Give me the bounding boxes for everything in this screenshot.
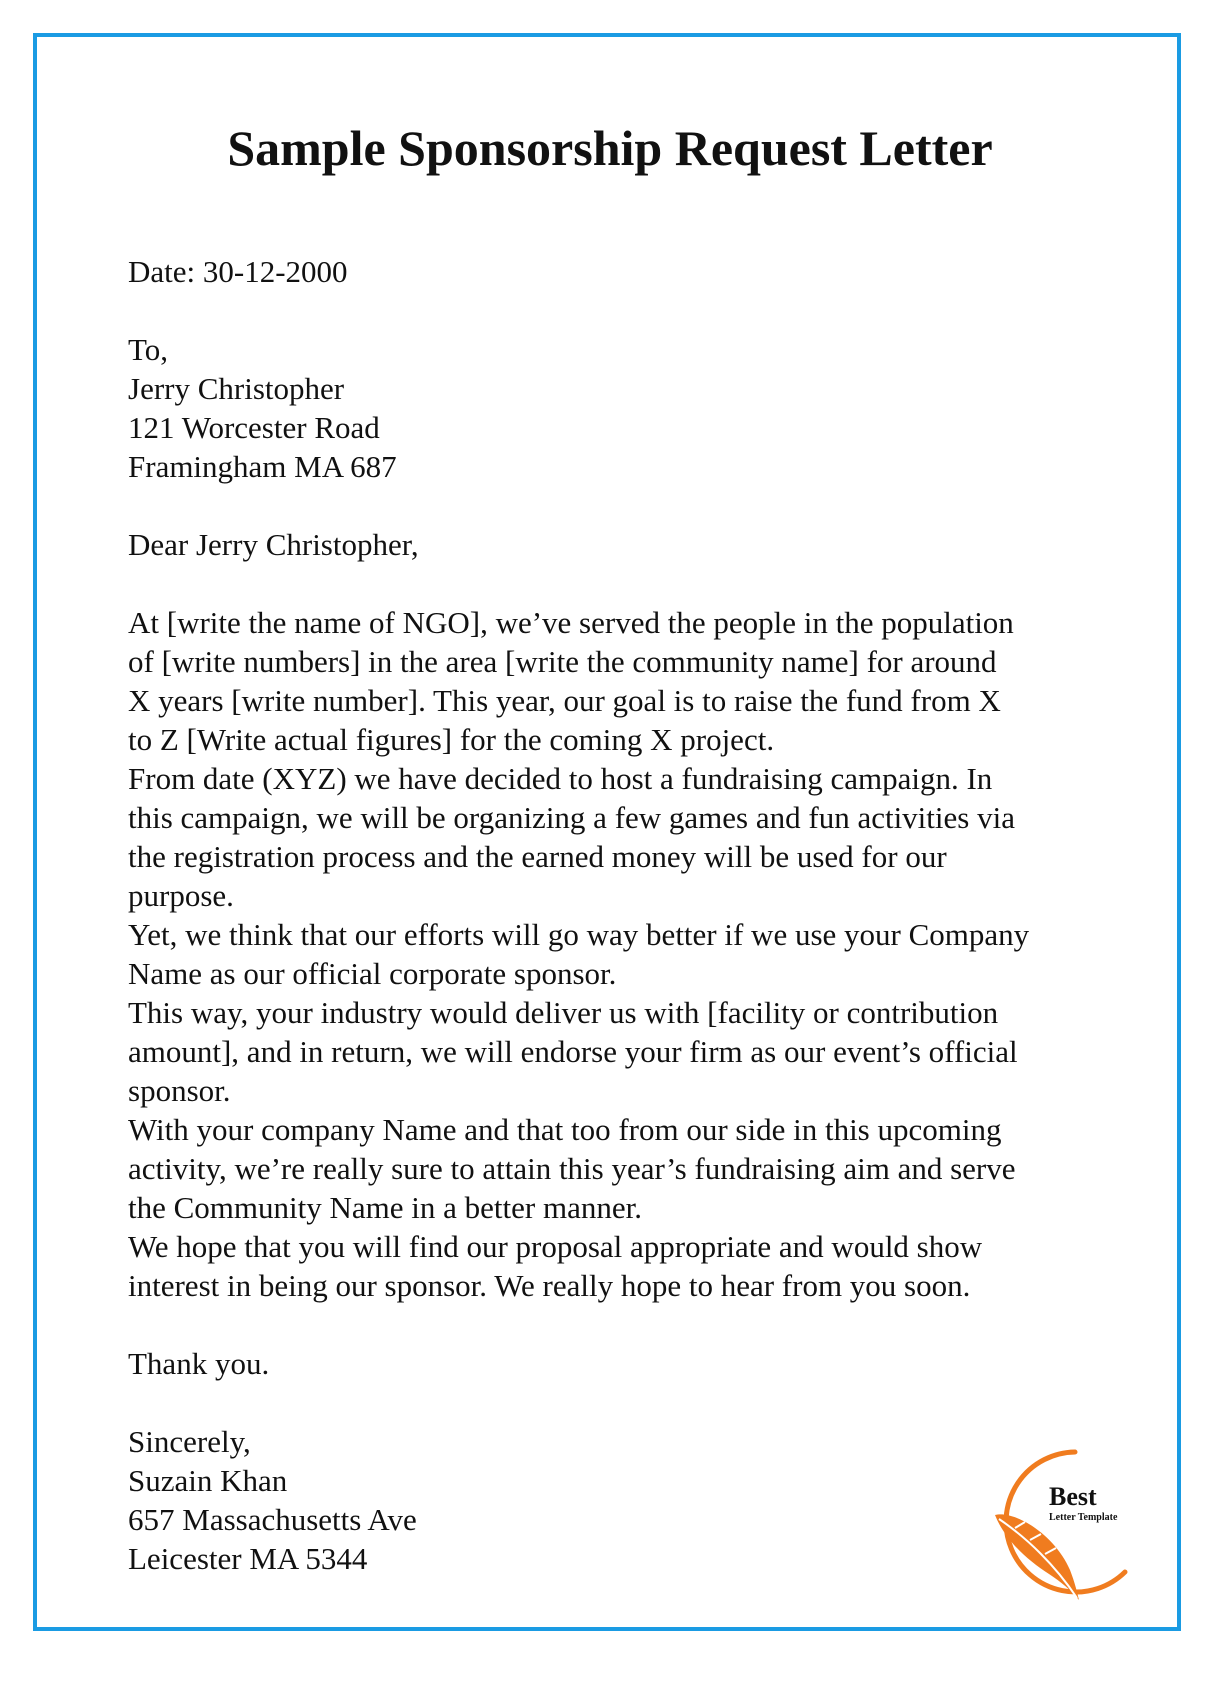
body-line: activity, we’re really sure to attain this year’s fundraising aim and serve xyxy=(128,1151,1016,1186)
signature-block xyxy=(128,1422,1108,1578)
recipient-address xyxy=(128,330,1108,486)
spacer xyxy=(128,486,1108,525)
body-line: to Z [Write actual figures] for the coming X project. xyxy=(128,722,775,757)
recipient-street: 121 Worcester Road xyxy=(128,410,380,445)
recipient-city: Framingham MA 687 xyxy=(128,449,397,484)
feather-icon xyxy=(975,1440,1165,1610)
body-line: From date (XYZ) we have decided to host a fundraising campaign. In xyxy=(128,761,993,796)
salutation: Dear Jerry Christopher, xyxy=(128,527,419,562)
sender-street: 657 Massachusetts Ave xyxy=(128,1502,417,1537)
body-line: purpose. xyxy=(128,878,234,913)
spacer xyxy=(128,291,1108,330)
best-letter-template-logo xyxy=(975,1440,1165,1610)
body-line: X years [write number]. This year, our goal is to raise the fund from X xyxy=(128,683,1001,718)
spacer xyxy=(128,1383,1108,1422)
body-line: this campaign, we will be organizing a few games and fun activities via xyxy=(128,800,1015,835)
sender-city: Leicester MA 5344 xyxy=(128,1541,368,1576)
letter-title: Sample Sponsorship Request Letter xyxy=(227,120,993,176)
body-line: the registration process and the earned money will be used for our xyxy=(128,839,947,874)
spacer xyxy=(128,1305,1108,1344)
body-line: interest in being our sponsor. We really hope to hear from you soon. xyxy=(128,1268,971,1303)
body-line: the Community Name in a better manner. xyxy=(128,1190,642,1225)
thank-you-line: Thank you. xyxy=(128,1346,270,1381)
recipient-name: Jerry Christopher xyxy=(128,371,345,406)
date-line: Date: 30-12-2000 xyxy=(128,254,348,289)
body-line: sponsor. xyxy=(128,1073,231,1108)
logo-best-text: Best xyxy=(1049,1482,1097,1511)
spacer xyxy=(128,564,1108,603)
body-line: amount], and in return, we will endorse your firm as our event’s official xyxy=(128,1034,1018,1069)
body-line: of [write numbers] in the area [write the community name] for around xyxy=(128,644,997,679)
body-line: Name as our official corporate sponsor. xyxy=(128,956,617,991)
recipient-to: To, xyxy=(128,332,169,367)
body-line: At [write the name of NGO], we’ve served the people in the population xyxy=(128,605,1014,640)
body-paragraphs xyxy=(128,603,1108,1305)
body-line: We hope that you will find our proposal appropriate and would show xyxy=(128,1229,983,1264)
logo-subtitle: Letter Template xyxy=(1049,1512,1118,1523)
body-line: This way, your industry would deliver us with [facility or contribution xyxy=(128,995,999,1030)
letter-body xyxy=(128,252,1108,1578)
sender-name: Suzain Khan xyxy=(128,1463,288,1498)
body-line: Yet, we think that our efforts will go way better if we use your Company xyxy=(128,917,1030,952)
closing-sincerely: Sincerely, xyxy=(128,1424,251,1459)
body-line: With your company Name and that too from our side in this upcoming xyxy=(128,1112,1002,1147)
